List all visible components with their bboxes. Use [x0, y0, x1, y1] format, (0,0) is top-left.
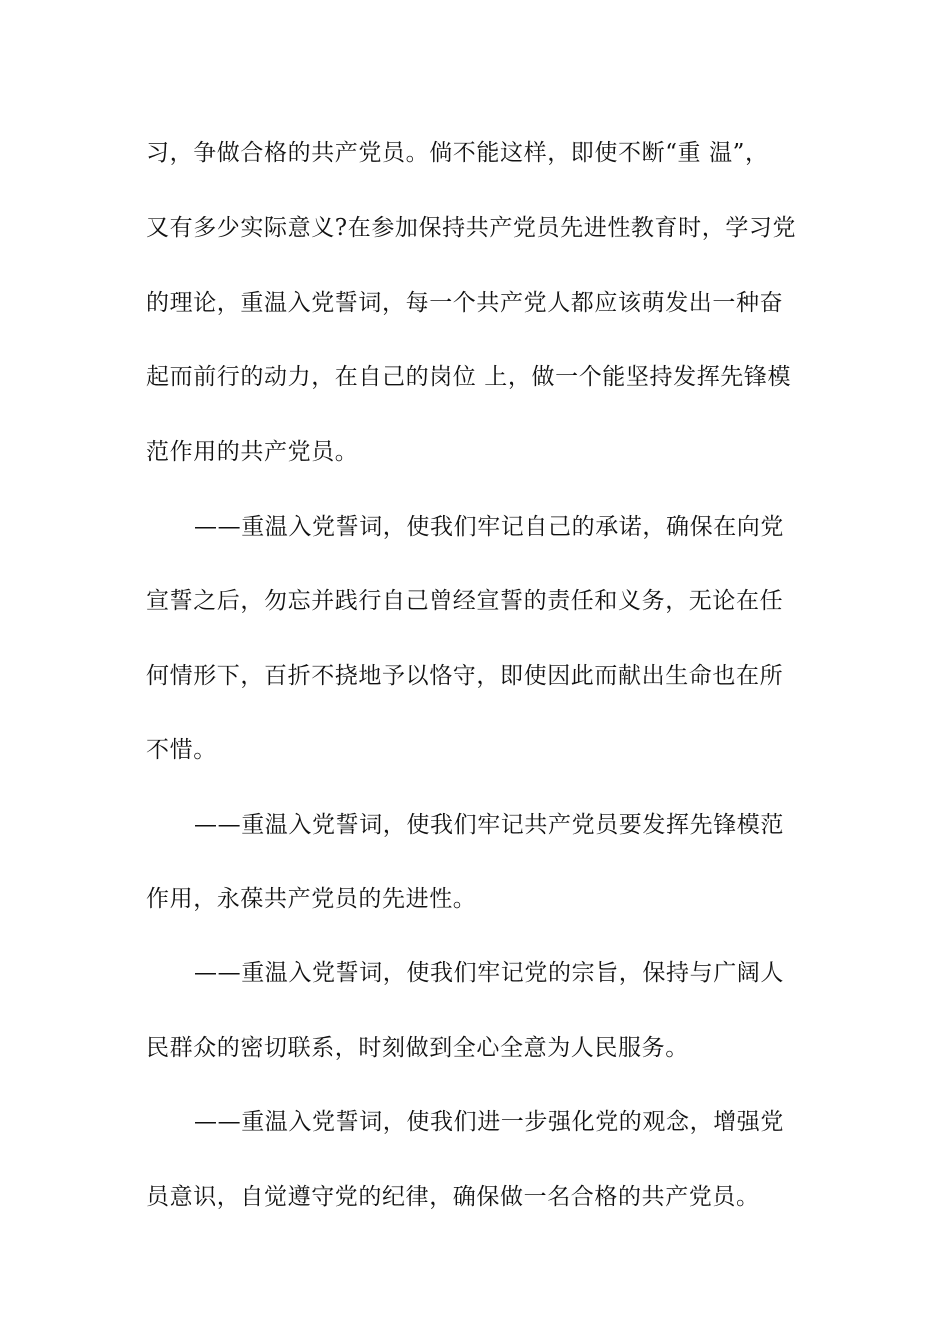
paragraph-start-line: ——重温入党誓词，使我们进一步强化党的观念，增强党 [194, 1109, 784, 1135]
text-line: 不惜。 [146, 737, 217, 763]
text-line: 民群众的密切联系，时刻做到全心全意为人民服务。 [146, 1035, 689, 1061]
text-line: 何情形下，百折不挠地予以恪守，即使因此而献出生命也在所 [146, 663, 784, 689]
text-line: 又有多少实际意义?在参加保持共产党员先进性教育时，学习党 [146, 215, 797, 241]
text-line: 宣誓之后，勿忘并践行自己曾经宣誓的责任和义务，无论在任 [146, 588, 784, 614]
text-line: 范作用的共产党员。 [146, 439, 359, 465]
paragraph-start-line: ——重温入党誓词，使我们牢记党的宗旨，保持与广阔人 [194, 960, 784, 986]
text-line: 习，争做合格的共产党员。倘不能这样，即使不断“重 温”， [146, 140, 769, 166]
text-line: 作用，永葆共产党员的先进性。 [146, 886, 477, 912]
text-line: 的理论，重温入党誓词，每一个共产党人都应该萌发出一种奋 [146, 290, 784, 316]
text-line: 起而前行的动力，在自己的岗位 上，做一个能坚持发挥先锋模 [146, 364, 792, 390]
paragraph-start-line: ——重温入党誓词，使我们牢记自己的承诺，确保在向党 [194, 514, 784, 540]
paragraph-start-line: ——重温入党誓词，使我们牢记共产党员要发挥先锋模范 [194, 812, 784, 838]
text-line: 员意识，自觉遵守党的纪律，确保做一名合格的共产党员。 [146, 1184, 760, 1210]
